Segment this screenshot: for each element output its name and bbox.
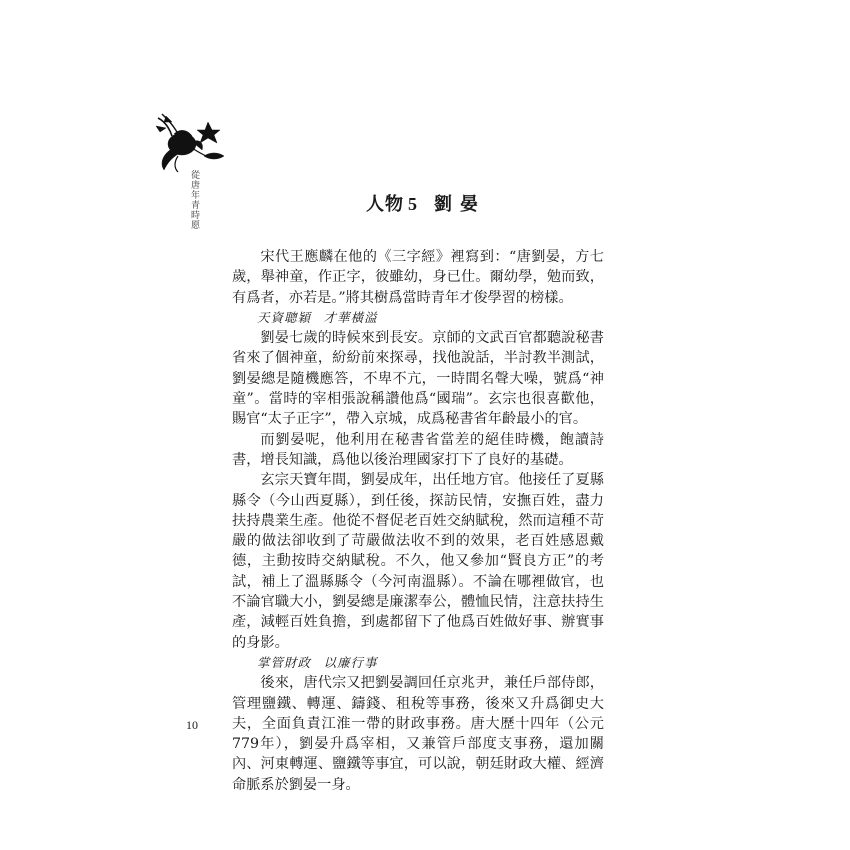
paragraph: 後來，唐代宗又把劉晏調回任京兆尹，兼任戶部侍郎，管理鹽鐵、轉運、鑄錢、租稅等事務，後來又升爲御史大夫，全面負責江淮一帶的財政事務。唐大歷十四年（公元779年），劉晏升爲宰相，又兼管戶部度支事務，還加關內、河東轉運、鹽鐵等事宜，可以說，朝廷財政大權、經濟命脈系於劉晏一身。: [232, 675, 604, 793]
section-subheading: [232, 308, 604, 328]
paragraph: 而劉晏呢，他利用在秘書省當差的絕佳時機，飽讀詩書，增長知識，爲他以後治理國家打下了良好的基礎。: [232, 431, 604, 468]
chapter-name: 劉晏: [434, 194, 486, 215]
subheading-part: 掌管財政: [257, 654, 312, 670]
body-text: [232, 247, 604, 795]
page-number: 10: [186, 718, 198, 732]
section-subheading: [232, 653, 604, 673]
subheading-part: 以廉行事: [323, 654, 378, 670]
running-head: 從唐年青時愿: [189, 170, 199, 230]
plant-ornament-icon: [152, 112, 232, 174]
chapter-prefix: 人物: [366, 194, 404, 215]
subheading-part: 天資聰穎: [257, 309, 312, 325]
subheading-part: 才華橫溢: [323, 309, 378, 325]
chapter-number: 5: [408, 194, 418, 214]
paragraph: 宋代王應麟在他的《三字經》裡寫到：“唐劉晏，方七歲，舉神童，作正字，彼雖幼，身已仕。爾幼學，勉而致，有爲者，亦若是。”將其樹爲當時青年才俊學習的榜樣。: [232, 249, 604, 306]
paragraph: 劉晏七歲的時候來到長安。京師的文武百官都聽說秘書省來了個神童，紛紛前來探尋，找他說話，半討教半測試，劉晏總是隨機應答，不卑不亢，一時間名聲大噪，號爲“神童”。當時的宰相張說稱讚他爲“國瑞”。玄宗也很喜歡他，賜官“太子正字”，帶入京城，成爲秘書省年齡最小的官。: [232, 330, 604, 428]
chapter-title: [366, 190, 486, 216]
paragraph: 玄宗天寶年間，劉晏成年，出任地方官。他接任了夏縣縣令（今山西夏縣），到任後，探訪民情，安撫百姓，盡力扶持農業生產。他從不督促老百姓交納賦稅，然而這種不苛嚴的做法卻收到了苛嚴做法收不到的效果，老百姓感恩戴德，主動按時交納賦稅。不久，他又參加“賢良方正”的考試，補上了溫縣縣令（今河南溫縣）。不論在哪裡做官，也不論官職大小，劉晏總是廉潔奉公，體恤民情，注意扶持生產，減輕百姓負擔，到處都留下了他爲百姓做好事、辦實事的身影。: [232, 472, 604, 651]
